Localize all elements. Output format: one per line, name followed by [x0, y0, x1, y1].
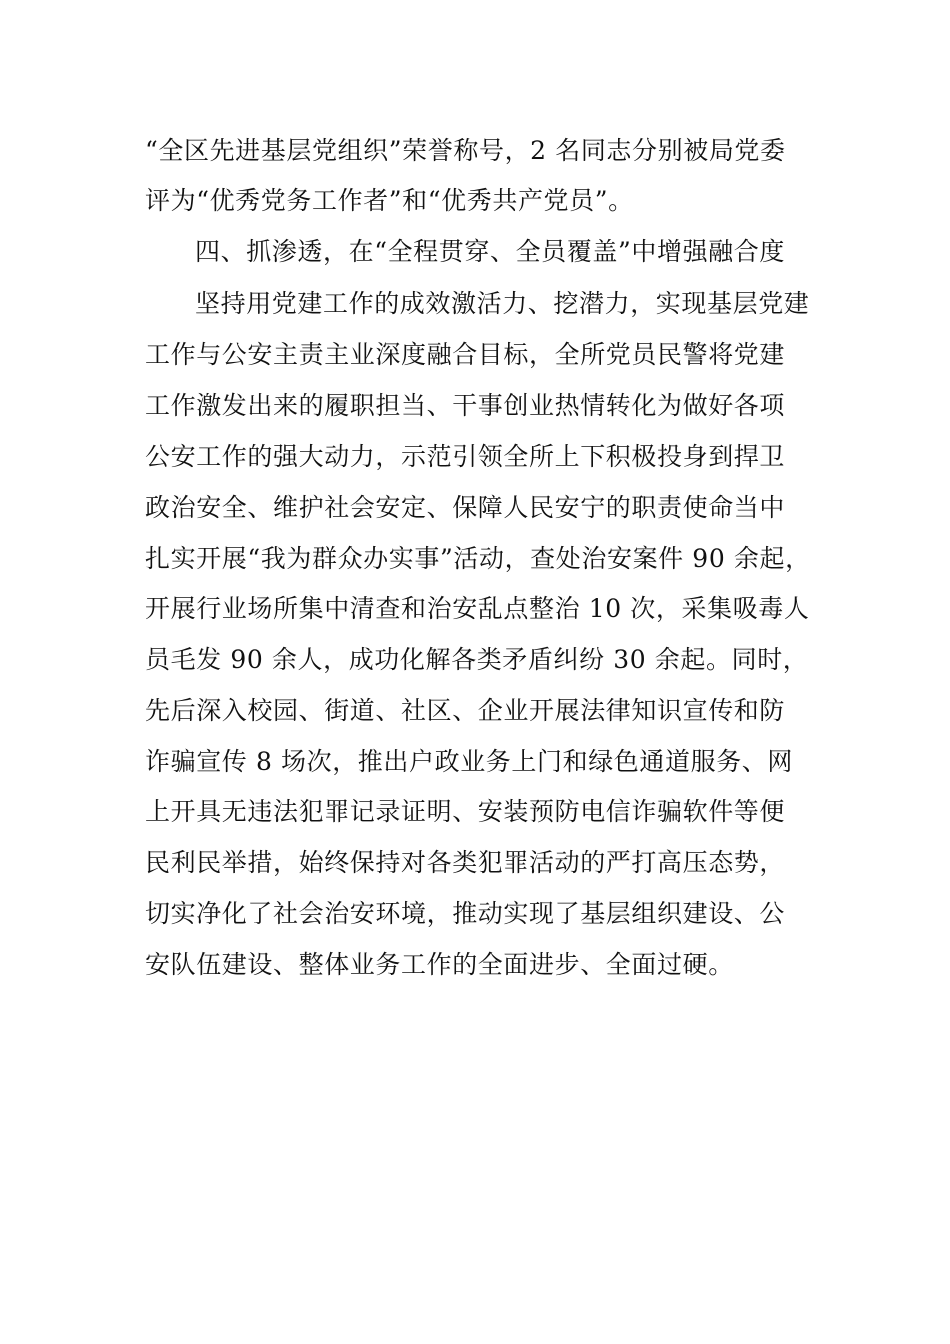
text-line: 公安工作的强大动力，示范引领全所上下积极投身到捍卫	[145, 442, 786, 471]
text-line: 上开具无违法犯罪记录证明、安装预防电信诈骗软件等便	[145, 797, 786, 826]
paragraph-first-line: 坚持用党建工作的成效激活力、挖潜力，实现基层党建	[195, 289, 810, 318]
text-line: 评为“优秀党务工作者”和“优秀共产党员”。	[145, 186, 634, 215]
text-line: 民利民举措，始终保持对各类犯罪活动的严打高压态势，	[145, 848, 786, 877]
text-line: 员毛发 90 余人，成功化解各类矛盾纠纷 30 余起。同时，	[145, 645, 809, 674]
text-line: 切实净化了社会治安环境，推动实现了基层组织建设、公	[145, 899, 786, 928]
text-line: 开展行业场所集中清查和治安乱点整治 10 次，采集吸毒人	[145, 594, 810, 623]
section-heading: 四、抓渗透，在“全程贯穿、全员覆盖”中增强融合度	[195, 237, 785, 266]
text-line: 安队伍建设、整体业务工作的全面进步、全面过硬。	[145, 950, 734, 979]
text-line: 诈骗宣传 8 场次，推出户政业务上门和绿色通道服务、网	[145, 747, 794, 776]
text-line: 政治安全、维护社会安定、保障人民安宁的职责使命当中	[145, 493, 786, 522]
text-line: 先后深入校园、街道、社区、企业开展法律知识宣传和防	[145, 696, 786, 725]
text-line: 工作激发出来的履职担当、干事创业热情转化为做好各项	[145, 391, 786, 420]
text-line: “全区先进基层党组织”荣誉称号，2 名同志分别被局党委	[145, 136, 786, 165]
text-line: 扎实开展“我为群众办实事”活动，查处治安案件 90 余起，	[145, 544, 811, 573]
text-line: 工作与公安主责主业深度融合目标，全所党员民警将党建	[145, 340, 786, 369]
